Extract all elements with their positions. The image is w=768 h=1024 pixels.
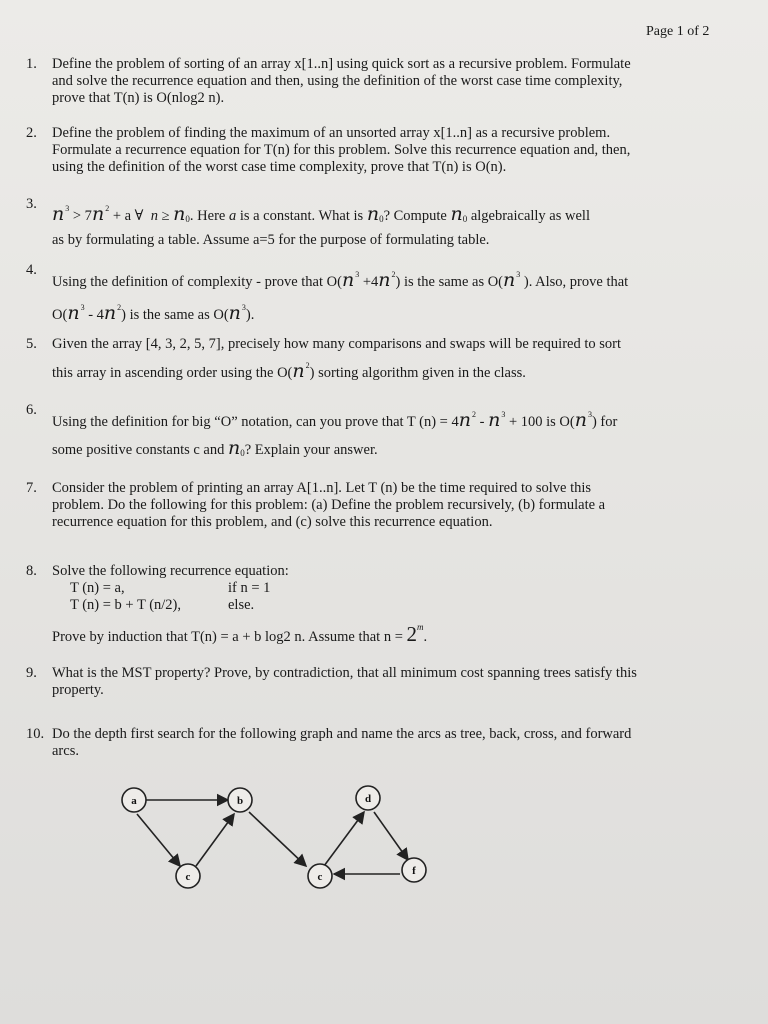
- question-number: 8.: [26, 563, 37, 579]
- question-6: 6. Using the definition for big “O” notation, can you prove that T $(n) = 4n^2 - n^3 + 100$ is $O(n^3)$ for some positive constants c and $n_0$? Explain your answer.: [26, 402, 618, 459]
- node-label-d: d: [364, 793, 372, 805]
- question-5: 5. Given the array [4, 3, 2, 5, 7], precisely how many comparisons and swaps will be required to sort this array in ascending order using the $O(n^2)$ sorting algorithm given in the class.: [26, 336, 621, 382]
- question-4: 4. Using the definition of complexity - prove that $O(n^3 +4n^2)$ is the same as $O(n^3$ ). Also, prove that $O(n^3 - 4n^2)$ is the same as $O(n^3)$.: [26, 262, 629, 324]
- edge-a-c: [137, 814, 180, 866]
- node-label-b: b: [236, 795, 244, 807]
- question-number: 10.: [26, 726, 45, 742]
- node-label-c2: c: [317, 871, 323, 883]
- edge-b-c2: [249, 812, 306, 866]
- question-number: 2.: [26, 125, 37, 141]
- question-10: 10. Do the depth first search for the following graph and name the arcs as tree, back, cross, and forward arcs.: [26, 726, 632, 759]
- question-3: 3. $n^3 > 7n^2 + a$ ∀ $n \ge n_0$. Here a is a constant. What is $n_0$? Compute $n_0$ algebraically as well as by formulating a table. Assume a=5 for the purpose of formulating table.: [26, 196, 590, 248]
- question-9: 9. What is the MST property? Prove, by contradiction, that all minimum cost spanning trees satisfy this property.: [26, 665, 637, 698]
- question-1: 1. Define the problem of sorting of an array x[1..n] using quick sort as a recursive problem. Formulate and solve the recurrence equation and then, using the definition of the worst case time complexity, prove that T(n) is O(nlog2 n).: [26, 56, 631, 106]
- edge-d-f: [374, 812, 408, 860]
- node-label-a: a: [131, 795, 137, 807]
- question-number: 5.: [26, 336, 37, 352]
- dfs-graph: [110, 770, 450, 900]
- node-label-c: c: [185, 871, 191, 883]
- question-2: 2. Define the problem of finding the maximum of an unsorted array x[1..n] as a recursive problem. Formulate a recurrence equation for T(n) for this problem. Solve this recurrence equation and, then, using the definition of the worst case time complexity, prove that T(n) is O(n).: [26, 125, 631, 175]
- node-label-f: f: [412, 865, 416, 877]
- question-number: 6.: [26, 402, 37, 418]
- question-number: 4.: [26, 262, 37, 278]
- question-number: 9.: [26, 665, 37, 681]
- question-number: 3.: [26, 196, 37, 212]
- edge-c-b: [196, 814, 234, 866]
- edge-c2-d: [324, 812, 364, 866]
- question-number: 1.: [26, 56, 37, 72]
- question-8: 8. Solve the following recurrence equation: T (n) = a, if n = 1 T (n) = b + T (n/2), else. Prove by induction that T(n) = a + b log2 n. Assume that n = 2$^m$.: [26, 563, 428, 646]
- question-7: 7. Consider the problem of printing an array A[1..n]. Let T (n) be the time required to solve this problem. Do the following for this problem: (a) Define the problem recursively, (b) formulate a recurrence equation for this problem, and (c) solve this recurrence equation.: [26, 480, 606, 530]
- question-number: 7.: [26, 480, 37, 496]
- page-number: Page 1 of 2: [646, 24, 710, 39]
